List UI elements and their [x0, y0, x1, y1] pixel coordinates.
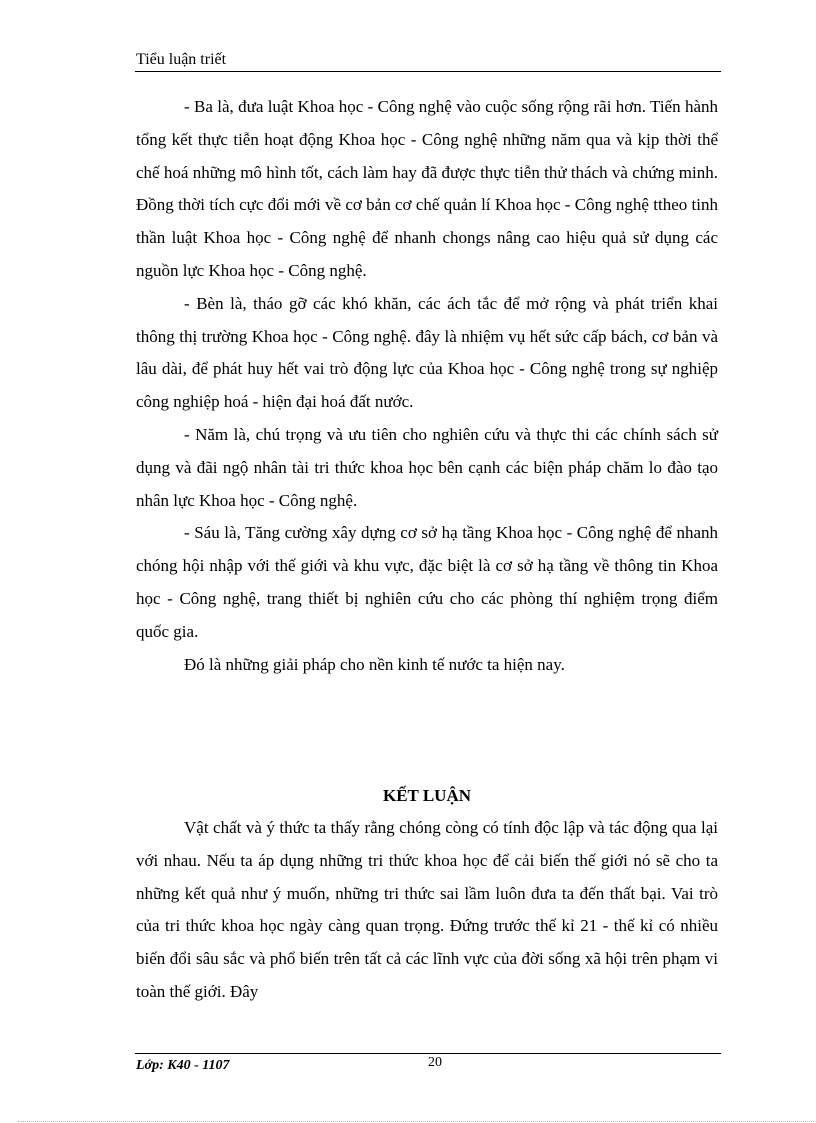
header-divider: [135, 71, 721, 72]
page-number: 20: [428, 1055, 442, 1070]
header-title: Tiểu luận triết: [136, 51, 227, 68]
conclusion-body: [136, 812, 718, 1009]
paragraph-ba-la: - Ba là, đưa luật Khoa học - Công nghệ vào cuộc sống rộng rãi hơn. Tiến hành tổng kết thực tiễn hoạt động Khoa học - Công nghệ những năm qua và kịp thời thể chế hoá những mô hình tốt, cách làm hay đã được thực tiễn thử thách và chứng minh. Đồng thời tích cực đổi mới về cơ bản cơ chế quản lí Khoa học - Công nghệ ttheo tinh thần luật Khoa học - Công nghệ để nhanh chongs nâng cao hiệu quả sử dụng các nguồn lực Khoa học - Công nghệ.: [136, 97, 718, 280]
conclusion-heading: KẾT LUẬN: [382, 786, 471, 805]
paragraph-nam-la: - Năm là, chú trọng và ưu tiên cho nghiên cứu và thực thi các chính sách sử dụng và đãi ngộ nhân tài tri thức khoa học bên cạnh các biện pháp chăm lo đào tạo nhân lực Khoa học - Công nghệ.: [136, 424, 718, 510]
paragraph-bon-la: - Bèn là, tháo gỡ các khó khăn, các ách tắc để mở rộng và phát triển khai thông thị trường Khoa học - Công nghệ. đây là nhiệm vụ hết sức cấp bách, cơ bản và lâu dài, để phát huy hết vai trò động lực của Khoa học - Công nghệ trong sự nghiệp công nghiệp hoá - hiện đại hoá đất nước.: [136, 293, 718, 412]
page-edge-divider: [18, 1121, 814, 1122]
main-body: [136, 91, 718, 681]
footer-class-label: Lớp: K40 - 1107: [136, 1058, 230, 1073]
paragraph-sau-la: - Sáu là, Tăng cường xây dựng cơ sở hạ tầng Khoa học - Công nghệ để nhanh chóng hội nhập với thế giới và khu vực, đặc biệt là cơ sở hạ tầng về thông tin Khoa học - Công nghệ, trang thiết bị nghiên cứu cho các phòng thí nghiệm trọng điểm quốc gia.: [136, 523, 718, 641]
conclusion-paragraph: Vật chất và ý thức ta thấy rằng chóng còng có tính độc lập và tác động qua lại với nhau. Nếu ta áp dụng những tri thức khoa học để cải biến thế giới nó sẽ cho ta những kết quả như ý muốn, những tri thức sai lầm luôn đưa ta đến thất bại. Vai trò của tri thức khoa học ngày càng quan trọng. Đứng trước thế kỉ 21 - thế kỉ có nhiều biến đổi sâu sắc và phổ biến trên tất cả các lĩnh vực của đời sống xã hội trên phạm vi toàn thế giới. Đây: [136, 818, 718, 1001]
paragraph-summary: Đó là những giải pháp cho nền kinh tế nước ta hiện nay.: [184, 654, 565, 674]
